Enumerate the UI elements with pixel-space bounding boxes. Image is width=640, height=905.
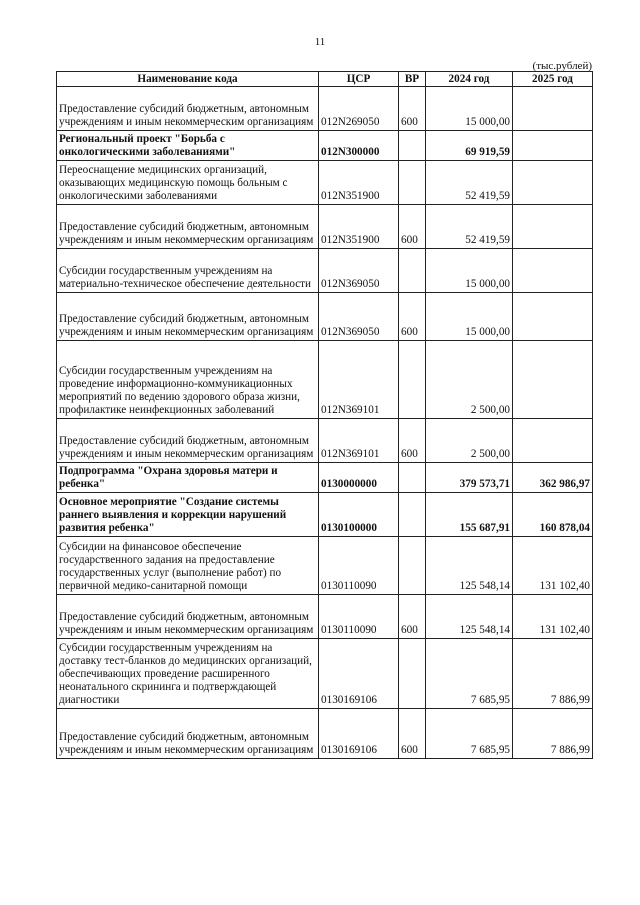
cell-name: Подпрограмма "Охрана здоровья матери и ребенка" — [57, 463, 319, 493]
cell-name: Предоставление субсидий бюджетным, автономным учреждениям и иным некоммерческим организациям — [57, 205, 319, 249]
cell-y2025 — [513, 293, 593, 341]
cell-name: Предоставление субсидий бюджетным, автономным учреждениям и иным некоммерческим организациям — [57, 709, 319, 759]
cell-y2025: 362 986,97 — [513, 463, 593, 493]
cell-y2024: 69 919,59 — [426, 131, 513, 161]
cell-code: 012N369050 — [319, 293, 399, 341]
cell-y2024: 7 685,95 — [426, 709, 513, 759]
header-2024: 2024 год — [426, 72, 513, 87]
cell-vr: 600 — [399, 293, 426, 341]
table-row — [57, 341, 593, 419]
cell-vr — [399, 249, 426, 293]
table-body — [57, 87, 593, 759]
table-row — [57, 595, 593, 639]
cell-y2025 — [513, 419, 593, 463]
cell-name: Субсидии государственным учреждениям на материально-техническое обеспечение деятельности — [57, 249, 319, 293]
cell-code: 0130100000 — [319, 493, 399, 537]
cell-y2025 — [513, 341, 593, 419]
cell-y2025 — [513, 131, 593, 161]
units-label: (тыс.рублей) — [532, 60, 592, 72]
cell-y2024: 2 500,00 — [426, 341, 513, 419]
cell-vr — [399, 463, 426, 493]
table-row — [57, 249, 593, 293]
cell-y2024: 155 687,91 — [426, 493, 513, 537]
table-row — [57, 639, 593, 709]
cell-y2024: 15 000,00 — [426, 293, 513, 341]
cell-name: Предоставление субсидий бюджетным, автономным учреждениям и иным некоммерческим организациям — [57, 293, 319, 341]
cell-name: Предоставление субсидий бюджетным, автономным учреждениям и иным некоммерческим организациям — [57, 595, 319, 639]
header-2025: 2025 год — [513, 72, 593, 87]
cell-y2024: 2 500,00 — [426, 419, 513, 463]
cell-vr: 600 — [399, 419, 426, 463]
cell-code: 0130110090 — [319, 595, 399, 639]
cell-code: 0130000000 — [319, 463, 399, 493]
cell-y2025 — [513, 249, 593, 293]
table-header-row — [57, 72, 593, 87]
cell-vr — [399, 537, 426, 595]
cell-y2024: 52 419,59 — [426, 161, 513, 205]
budget-table — [56, 71, 593, 759]
table-row — [57, 131, 593, 161]
cell-code: 012N369101 — [319, 419, 399, 463]
cell-name: Основное мероприятие "Создание системы раннего выявления и коррекции нарушений развития ребенка" — [57, 493, 319, 537]
table-row — [57, 205, 593, 249]
page-number: 11 — [314, 36, 326, 48]
cell-code: 0130110090 — [319, 537, 399, 595]
cell-y2025 — [513, 87, 593, 131]
cell-vr: 600 — [399, 595, 426, 639]
cell-vr — [399, 493, 426, 537]
cell-vr — [399, 639, 426, 709]
cell-name: Переоснащение медицинских организаций, оказывающих медицинскую помощь больным с онкологическими заболеваниями — [57, 161, 319, 205]
cell-code: 012N351900 — [319, 161, 399, 205]
cell-y2025: 7 886,99 — [513, 709, 593, 759]
cell-y2024: 15 000,00 — [426, 87, 513, 131]
cell-code: 012N300000 — [319, 131, 399, 161]
cell-vr: 600 — [399, 87, 426, 131]
cell-y2025: 131 102,40 — [513, 595, 593, 639]
table-row — [57, 419, 593, 463]
cell-name: Региональный проект "Борьба с онкологическими заболеваниями" — [57, 131, 319, 161]
table-row — [57, 463, 593, 493]
cell-vr — [399, 131, 426, 161]
cell-y2024: 125 548,14 — [426, 537, 513, 595]
cell-code: 012N269050 — [319, 87, 399, 131]
cell-name: Предоставление субсидий бюджетным, автономным учреждениям и иным некоммерческим организациям — [57, 419, 319, 463]
cell-vr: 600 — [399, 205, 426, 249]
cell-y2025: 131 102,40 — [513, 537, 593, 595]
cell-code: 012N369101 — [319, 341, 399, 419]
cell-y2025: 160 878,04 — [513, 493, 593, 537]
table-row — [57, 161, 593, 205]
cell-y2025 — [513, 161, 593, 205]
cell-name: Субсидии государственным учреждениям на доставку тест-бланков до медицинских организаций, обеспечивающих проведение расширенного неонатального скрининга и подтверждающей диагностики — [57, 639, 319, 709]
cell-vr — [399, 341, 426, 419]
cell-code: 012N351900 — [319, 205, 399, 249]
header-name: Наименование кода — [57, 72, 319, 87]
cell-y2024: 379 573,71 — [426, 463, 513, 493]
table-row — [57, 87, 593, 131]
cell-name: Субсидии государственным учреждениям на проведение информационно-коммуникационных мероприятий по ведению здорового образа жизни, профилактике неинфекционных заболеваний — [57, 341, 319, 419]
cell-code: 0130169106 — [319, 639, 399, 709]
header-vr: ВР — [399, 72, 426, 87]
table-row — [57, 709, 593, 759]
cell-vr: 600 — [399, 709, 426, 759]
table-row — [57, 537, 593, 595]
cell-y2024: 52 419,59 — [426, 205, 513, 249]
header-code: ЦСР — [319, 72, 399, 87]
cell-code: 0130169106 — [319, 709, 399, 759]
cell-y2024: 125 548,14 — [426, 595, 513, 639]
cell-y2024: 7 685,95 — [426, 639, 513, 709]
cell-vr — [399, 161, 426, 205]
table-row — [57, 293, 593, 341]
cell-name: Субсидии на финансовое обеспечение государственного задания на предоставление государственных услуг (выполнение работ) по первичной медико-санитарной помощи — [57, 537, 319, 595]
cell-y2024: 15 000,00 — [426, 249, 513, 293]
cell-y2025: 7 886,99 — [513, 639, 593, 709]
cell-code: 012N369050 — [319, 249, 399, 293]
table-row — [57, 493, 593, 537]
cell-y2025 — [513, 205, 593, 249]
cell-name: Предоставление субсидий бюджетным, автономным учреждениям и иным некоммерческим организациям — [57, 87, 319, 131]
